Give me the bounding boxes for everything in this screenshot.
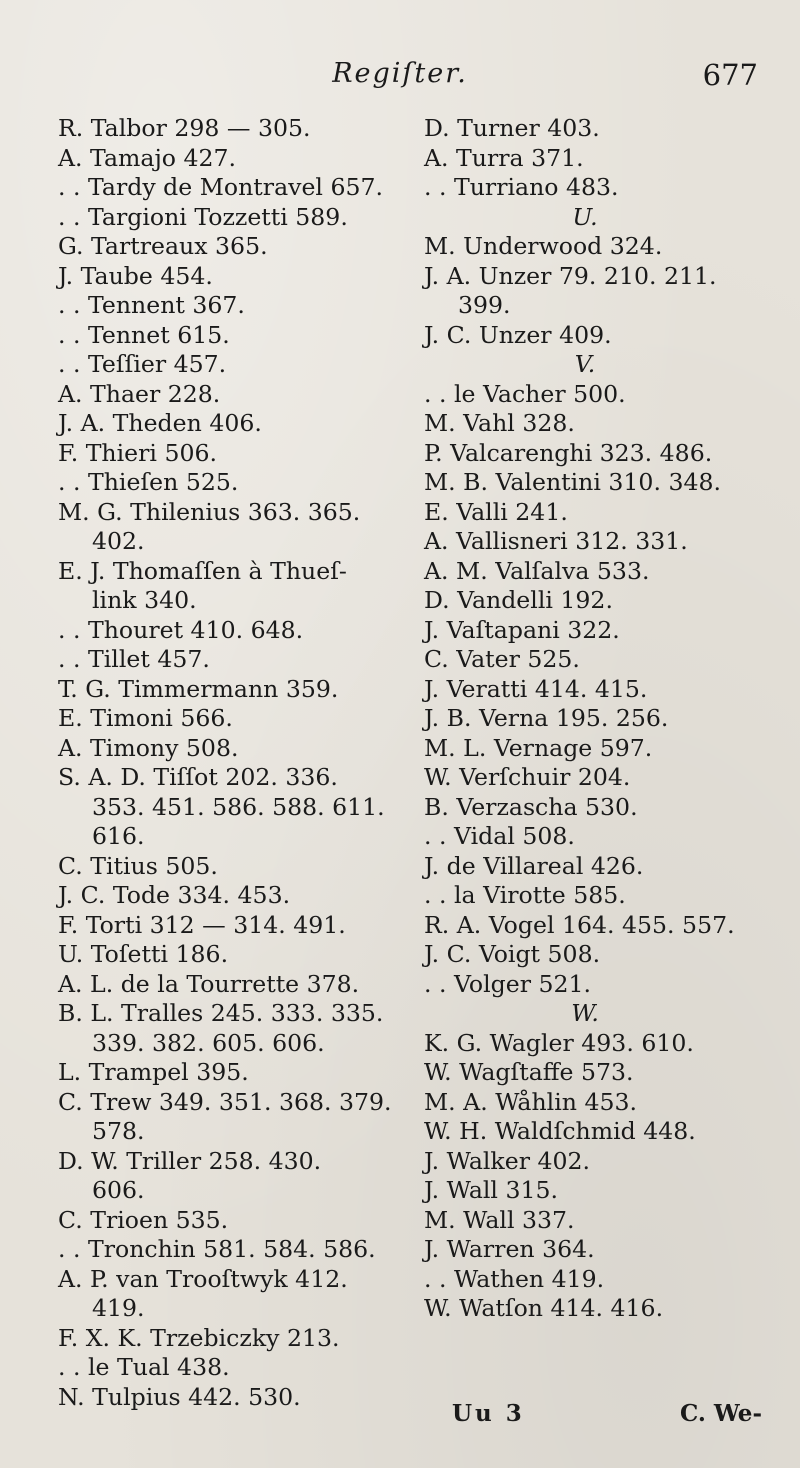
index-entry-continuation: 606. [92, 1176, 145, 1204]
index-entry: F. Thieri 506. [58, 438, 217, 467]
index-entry: U. Toſetti 186. [58, 940, 229, 968]
index-entry: W. Watſon 414. 416. [424, 1294, 664, 1322]
index-entry-continuation: 419. [92, 1294, 145, 1322]
index-entry: A. Timony 508. [58, 733, 239, 762]
index-entry: P. Valcarenghi 323. 486. [424, 438, 713, 467]
index-entry: T. G. Timmermann 359. [58, 674, 339, 703]
index-entry: D. W. Triller 258. 430. [58, 1146, 322, 1175]
index-entry: . . Teſſier 457. [58, 350, 227, 378]
index-entry-continuation: 399. [458, 291, 511, 319]
section-letter: U. [572, 202, 598, 231]
index-entry: . . Vidal 508. [424, 822, 575, 850]
index-entry: M. Underwood 324. [424, 232, 663, 260]
index-entry: L. Trampel 395. [58, 1058, 249, 1086]
index-entry: K. G. Wagler 493. 610. [424, 1028, 694, 1057]
index-entry-continuation: link 340. [92, 586, 197, 614]
index-entry: S. A. D. Tiſſot 202. 336. [58, 763, 338, 791]
index-entry: J. A. Unzer 79. 210. 211. [424, 261, 717, 290]
index-entry: C. Trew 349. 351. 368. 379. [58, 1087, 392, 1116]
index-entry: . . Tillet 457. [58, 645, 210, 673]
index-entry: J. B. Verna 195. 256. [424, 704, 669, 732]
index-entry: E. J. Thomaſſen à Thueſ- [58, 556, 347, 585]
index-entry: J. Vaſtapani 322. [424, 615, 620, 644]
index-entry: . . Tennet 615. [58, 320, 230, 349]
index-entry: J. Warren 364. [424, 1235, 595, 1263]
index-entry: M. G. Thilenius 363. 365. [58, 497, 361, 526]
index-entry: . . Tardy de Montravel 657. [58, 173, 384, 201]
index-entry: C. Trioen 535. [58, 1205, 229, 1234]
index-entry: J. Veratti 414. 415. [424, 674, 648, 703]
index-entry: A. P. van Trooſtwyk 412. [58, 1264, 348, 1293]
index-entry: A. Vallisneri 312. 331. [424, 527, 688, 555]
index-entry: N. Tulpius 442. 530. [58, 1382, 301, 1411]
index-entry: W. Verſchuir 204. [424, 763, 631, 791]
index-entry: J. Taube 454. [58, 261, 213, 290]
index-entry-continuation: 616. [92, 822, 145, 850]
index-entry: A. L. de la Tourrette 378. [58, 969, 360, 998]
index-entry: D. Turner 403. [424, 114, 600, 142]
index-entry: J. C. Unzer 409. [424, 320, 612, 349]
index-entry: W. Wagſtaffe 573. [424, 1058, 634, 1086]
index-entry: M. B. Valentini 310. 348. [424, 468, 721, 496]
index-entry: J. Wall 315. [424, 1176, 559, 1204]
index-entry: . . Targioni Tozzetti 589. [58, 202, 348, 231]
index-entry: E. Valli 241. [424, 497, 568, 526]
index-entry: F. Torti 312 — 314. 491. [58, 910, 346, 939]
index-entry: A. Tamajo 427. [58, 143, 237, 172]
index-entry: F. X. K. Trzebiczky 213. [58, 1323, 340, 1352]
section-letter: V. [574, 350, 596, 378]
index-entry: . . la Virotte 585. [424, 881, 626, 909]
index-entry-continuation: 402. [92, 527, 145, 555]
index-entry: . . Volger 521. [424, 969, 591, 998]
page-number: 677 [702, 58, 758, 92]
index-entry: J. C. Tode 334. 453. [58, 881, 291, 909]
index-entry-continuation: 339. 382. 605. 606. [92, 1028, 325, 1057]
index-entry: A. M. Valſalva 533. [424, 556, 650, 585]
index-entry: . . le Vacher 500. [424, 379, 626, 408]
index-entry: J. de Villareal 426. [424, 851, 644, 880]
index-entry: A. Turra 371. [424, 143, 584, 172]
section-letter: W. [571, 999, 599, 1027]
index-entry: M. Vahl 328. [424, 409, 575, 437]
index-entry: C. Vater 525. [424, 645, 580, 673]
index-entry: J. Walker 402. [424, 1146, 591, 1175]
index-entry: . . le Tual 438. [58, 1353, 230, 1381]
index-entry: M. L. Vernage 597. [424, 733, 653, 762]
index-entry: B. L. Tralles 245. 333. 335. [58, 999, 384, 1027]
index-entry: A. Thaer 228. [58, 379, 221, 408]
index-entry: R. Talbor 298 — 305. [58, 114, 311, 142]
index-entry: M. A. Wåhlin 453. [424, 1087, 637, 1116]
index-entry: . . Wathen 419. [424, 1264, 605, 1293]
catchword: C. We- [679, 1400, 762, 1427]
right-index-column [424, 114, 786, 1324]
index-entry: D. Vandelli 192. [424, 586, 613, 614]
index-entry: B. Verzascha 530. [424, 792, 638, 821]
index-entry: G. Tartreaux 365. [58, 232, 268, 260]
index-entry: W. H. Waldſchmid 448. [424, 1117, 696, 1145]
index-entry: . . Tronchin 581. 584. 586. [58, 1235, 376, 1263]
index-entry: R. A. Vogel 164. 455. 557. [424, 910, 735, 939]
index-entry: J. A. Theden 406. [58, 409, 262, 437]
left-index-column [58, 114, 413, 1412]
signature-mark: Uu 3 [452, 1400, 525, 1427]
index-entry: J. C. Voigt 508. [424, 940, 601, 968]
index-entry-continuation: 578. [92, 1117, 145, 1145]
index-entry: E. Timoni 566. [58, 704, 233, 732]
running-head-title: Regiſter. [332, 58, 468, 89]
index-entry: . . Tennent 367. [58, 291, 245, 319]
index-entry-continuation: 353. 451. 586. 588. 611. [92, 792, 385, 821]
index-entry: . . Thieſen 525. [58, 468, 239, 496]
index-entry: . . Thouret 410. 648. [58, 615, 304, 644]
index-entry: M. Wall 337. [424, 1205, 575, 1234]
index-entry: C. Titius 505. [58, 851, 218, 880]
index-entry: . . Turriano 483. [424, 173, 619, 201]
